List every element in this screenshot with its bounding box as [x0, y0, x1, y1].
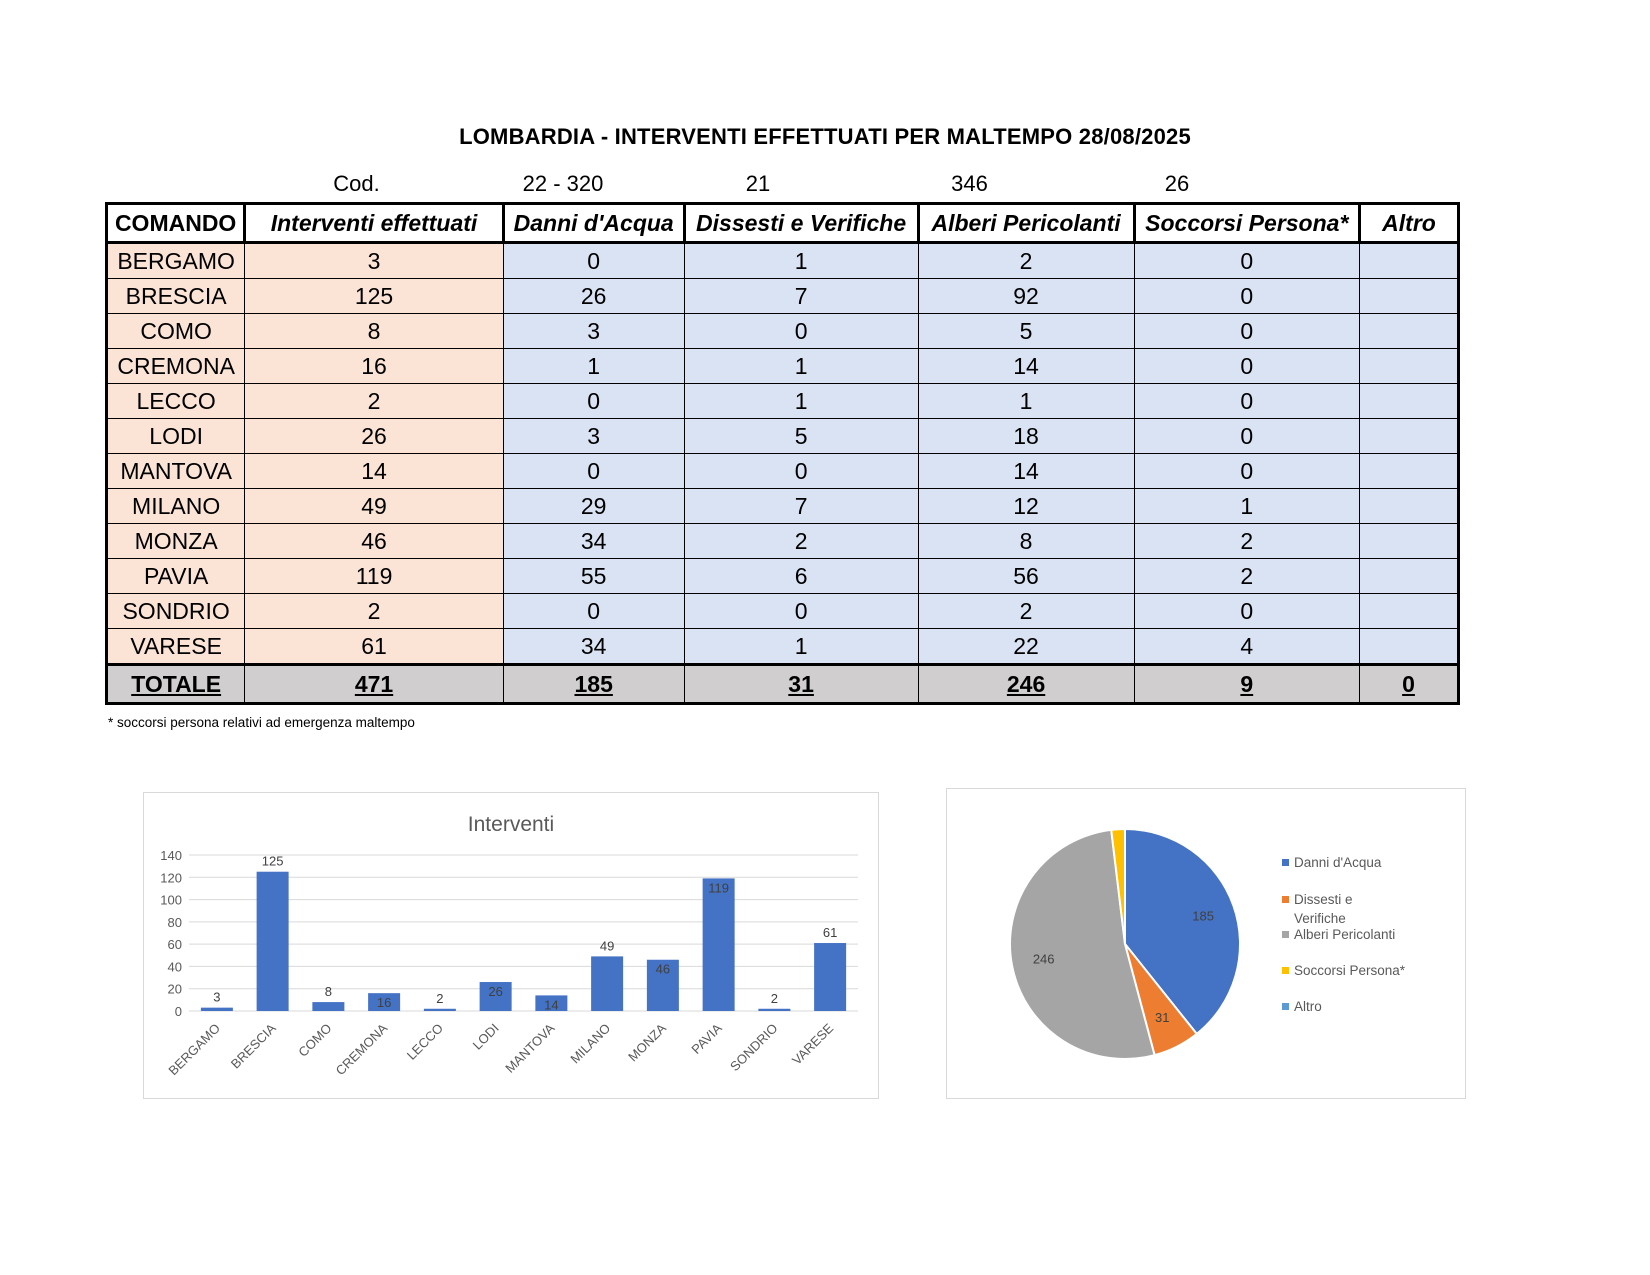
total-altro: 0	[1360, 665, 1459, 704]
cell-soccorsi: 0	[1134, 454, 1360, 489]
y-tick-label: 60	[167, 937, 182, 953]
bar-chart	[144, 793, 878, 1098]
cell-comando: SONDRIO	[107, 594, 245, 629]
x-tick-label: BERGAMO	[165, 1020, 223, 1079]
total-dissesti: 31	[684, 665, 918, 704]
cell-alberi: 22	[918, 629, 1134, 665]
table-row	[107, 243, 1459, 279]
legend-swatch	[1282, 859, 1289, 866]
y-tick-label: 100	[160, 892, 182, 908]
y-tick-label: 0	[174, 1004, 182, 1019]
cell-altro	[1360, 349, 1459, 384]
cell-danni: 26	[503, 279, 684, 314]
table-row	[107, 594, 1459, 629]
bar-lecco	[424, 1009, 456, 1011]
cell-altro	[1360, 454, 1459, 489]
cell-altro	[1360, 243, 1459, 279]
bar-brescia	[257, 872, 289, 1011]
cell-dissesti: 0	[684, 594, 918, 629]
total-soccorsi: 9	[1134, 665, 1360, 704]
cell-danni: 0	[503, 454, 684, 489]
table-header-row	[107, 204, 1459, 243]
bar-data-label: 119	[708, 880, 729, 896]
header-dissesti: Dissesti e Verifiche	[684, 204, 918, 243]
x-tick-label: MILANO	[567, 1020, 614, 1067]
pie-chart	[947, 789, 1465, 1098]
bar-chart-panel	[143, 792, 879, 1099]
bar-data-label: 16	[376, 995, 392, 1011]
cell-danni: 55	[503, 559, 684, 594]
bar-pavia	[703, 878, 735, 1011]
legend-swatch	[1282, 1003, 1289, 1010]
cell-altro	[1360, 524, 1459, 559]
legend-swatch	[1282, 967, 1289, 974]
cell-interventi: 61	[245, 629, 503, 665]
cell-comando: PAVIA	[107, 559, 245, 594]
cell-soccorsi: 0	[1134, 349, 1360, 384]
legend-swatch	[1282, 931, 1289, 938]
cell-interventi: 14	[245, 454, 503, 489]
cell-danni: 3	[503, 314, 684, 349]
cell-interventi: 8	[245, 314, 503, 349]
table-row	[107, 384, 1459, 419]
y-tick-label: 40	[167, 959, 182, 975]
bar-como	[312, 1002, 344, 1011]
cell-soccorsi: 0	[1134, 243, 1360, 279]
code-danni: 22 - 320	[522, 171, 604, 196]
cell-altro	[1360, 594, 1459, 629]
code-label: Cod.	[333, 171, 380, 196]
table-row	[107, 279, 1459, 314]
x-tick-label: SONDRIO	[726, 1020, 781, 1075]
x-tick-label: BRESCIA	[227, 1020, 279, 1072]
cell-alberi: 2	[918, 243, 1134, 279]
table-row	[107, 419, 1459, 454]
cell-interventi: 125	[245, 279, 503, 314]
header-soccorsi: Soccorsi Persona*	[1134, 204, 1360, 243]
cell-comando: VARESE	[107, 629, 245, 665]
cell-danni: 0	[503, 594, 684, 629]
bar-data-label: 3	[213, 989, 221, 1005]
total-comando: TOTALE	[107, 665, 245, 704]
cell-comando: MONZA	[107, 524, 245, 559]
header-altro: Altro	[1360, 204, 1459, 243]
x-tick-label: PAVIA	[688, 1020, 725, 1057]
cell-interventi: 119	[245, 559, 503, 594]
bar-data-label: 26	[488, 984, 503, 1000]
cell-danni: 34	[503, 524, 684, 559]
cell-danni: 0	[503, 243, 684, 279]
header-comando: COMANDO	[107, 204, 245, 243]
cell-comando: COMO	[107, 314, 245, 349]
cell-alberi: 12	[918, 489, 1134, 524]
cell-comando: LODI	[107, 419, 245, 454]
code-dissesti: 21	[745, 171, 771, 196]
x-tick-label: MONZA	[625, 1020, 669, 1065]
legend-swatch	[1282, 896, 1289, 903]
cell-danni: 1	[503, 349, 684, 384]
cell-alberi: 14	[918, 454, 1134, 489]
total-row	[107, 665, 1459, 704]
cell-soccorsi: 0	[1134, 384, 1360, 419]
cell-dissesti: 0	[684, 314, 918, 349]
cell-dissesti: 1	[684, 384, 918, 419]
bar-data-label: 14	[544, 997, 559, 1013]
pie-data-label: 31	[1155, 1009, 1170, 1025]
legend-label: Alberi Pericolanti	[1294, 927, 1396, 942]
cell-altro	[1360, 559, 1459, 594]
cell-interventi: 49	[245, 489, 503, 524]
bar-varese	[814, 943, 846, 1011]
table-row	[107, 489, 1459, 524]
cell-dissesti: 5	[684, 419, 918, 454]
header-danni: Danni d'Acqua	[503, 204, 684, 243]
header-alberi: Alberi Pericolanti	[918, 204, 1134, 243]
cell-altro	[1360, 384, 1459, 419]
table-row	[107, 349, 1459, 384]
cell-interventi: 2	[245, 594, 503, 629]
cell-dissesti: 1	[684, 243, 918, 279]
cell-altro	[1360, 489, 1459, 524]
cell-comando: LECCO	[107, 384, 245, 419]
legend-label: Danni d'Acqua	[1294, 855, 1382, 870]
legend-label: Altro	[1294, 999, 1322, 1014]
cell-alberi: 14	[918, 349, 1134, 384]
cell-interventi: 26	[245, 419, 503, 454]
table-row	[107, 524, 1459, 559]
cell-soccorsi: 0	[1134, 594, 1360, 629]
code-row	[105, 170, 1460, 200]
total-alberi: 246	[918, 665, 1134, 704]
cell-comando: MILANO	[107, 489, 245, 524]
y-tick-label: 140	[160, 848, 182, 863]
cell-dissesti: 1	[684, 629, 918, 665]
pie-chart-panel	[946, 788, 1466, 1099]
cell-dissesti: 1	[684, 349, 918, 384]
cell-alberi: 56	[918, 559, 1134, 594]
cell-interventi: 46	[245, 524, 503, 559]
x-tick-label: CREMONA	[332, 1020, 391, 1079]
x-tick-label: MANTOVA	[502, 1020, 558, 1076]
cell-danni: 3	[503, 419, 684, 454]
code-alberi: 346	[951, 171, 988, 196]
page-title: LOMBARDIA - INTERVENTI EFFETTUATI PER MALTEMPO 28/08/2025	[459, 124, 1191, 149]
cell-altro	[1360, 629, 1459, 665]
cell-soccorsi: 0	[1134, 314, 1360, 349]
bar-data-label: 46	[655, 961, 671, 977]
cell-alberi: 1	[918, 384, 1134, 419]
bar-data-label: 61	[822, 925, 838, 941]
legend-label: Soccorsi Persona*	[1294, 963, 1406, 978]
cell-danni: 29	[503, 489, 684, 524]
cell-alberi: 5	[918, 314, 1134, 349]
y-tick-label: 80	[167, 914, 182, 930]
cell-danni: 0	[503, 384, 684, 419]
cell-altro	[1360, 314, 1459, 349]
table-row	[107, 454, 1459, 489]
code-soccorsi: 26	[1164, 171, 1190, 196]
x-tick-label: VARESE	[789, 1020, 837, 1068]
cell-danni: 34	[503, 629, 684, 665]
bar-data-label: 8	[324, 984, 332, 1000]
cell-interventi: 3	[245, 243, 503, 279]
cell-altro	[1360, 419, 1459, 454]
table-row	[107, 559, 1459, 594]
footnote: * soccorsi persona relativi ad emergenza maltempo	[108, 715, 415, 730]
bar-bergamo	[201, 1008, 233, 1011]
pie-data-label: 246	[1032, 951, 1055, 967]
header-interventi: Interventi effettuati	[245, 204, 503, 243]
cell-soccorsi: 2	[1134, 524, 1360, 559]
total-danni: 185	[503, 665, 684, 704]
x-tick-label: LODI	[469, 1020, 502, 1053]
cell-soccorsi: 0	[1134, 279, 1360, 314]
cell-dissesti: 6	[684, 559, 918, 594]
bar-data-label: 125	[261, 853, 284, 869]
cell-alberi: 18	[918, 419, 1134, 454]
bar-data-label: 2	[770, 990, 778, 1006]
cell-interventi: 2	[245, 384, 503, 419]
table-row	[107, 314, 1459, 349]
bar-data-label: 49	[599, 938, 615, 954]
table-row	[107, 629, 1459, 665]
cell-altro	[1360, 279, 1459, 314]
table-body	[107, 243, 1459, 704]
cell-dissesti: 2	[684, 524, 918, 559]
cell-interventi: 16	[245, 349, 503, 384]
y-tick-label: 120	[160, 870, 182, 886]
cell-soccorsi: 4	[1134, 629, 1360, 665]
x-tick-label: COMO	[295, 1020, 335, 1060]
cell-comando: BRESCIA	[107, 279, 245, 314]
pie-data-label: 185	[1192, 908, 1214, 924]
bar-sondrio	[758, 1009, 790, 1011]
cell-soccorsi: 2	[1134, 559, 1360, 594]
total-interventi: 471	[245, 665, 503, 704]
cell-dissesti: 7	[684, 489, 918, 524]
y-tick-label: 20	[167, 981, 182, 997]
cell-comando: MANTOVA	[107, 454, 245, 489]
interventi-table	[105, 202, 1460, 705]
cell-alberi: 8	[918, 524, 1134, 559]
cell-soccorsi: 1	[1134, 489, 1360, 524]
cell-soccorsi: 0	[1134, 419, 1360, 454]
cell-alberi: 92	[918, 279, 1134, 314]
cell-comando: CREMONA	[107, 349, 245, 384]
bar-milano	[591, 956, 623, 1011]
legend-label: Dissesti e Verifiche	[1294, 892, 1353, 926]
cell-comando: BERGAMO	[107, 243, 245, 279]
bar-data-label: 2	[436, 990, 444, 1006]
cell-alberi: 2	[918, 594, 1134, 629]
chart-title: Interventi	[467, 813, 555, 836]
cell-dissesti: 7	[684, 279, 918, 314]
cell-dissesti: 0	[684, 454, 918, 489]
x-tick-label: LECCO	[403, 1020, 446, 1063]
